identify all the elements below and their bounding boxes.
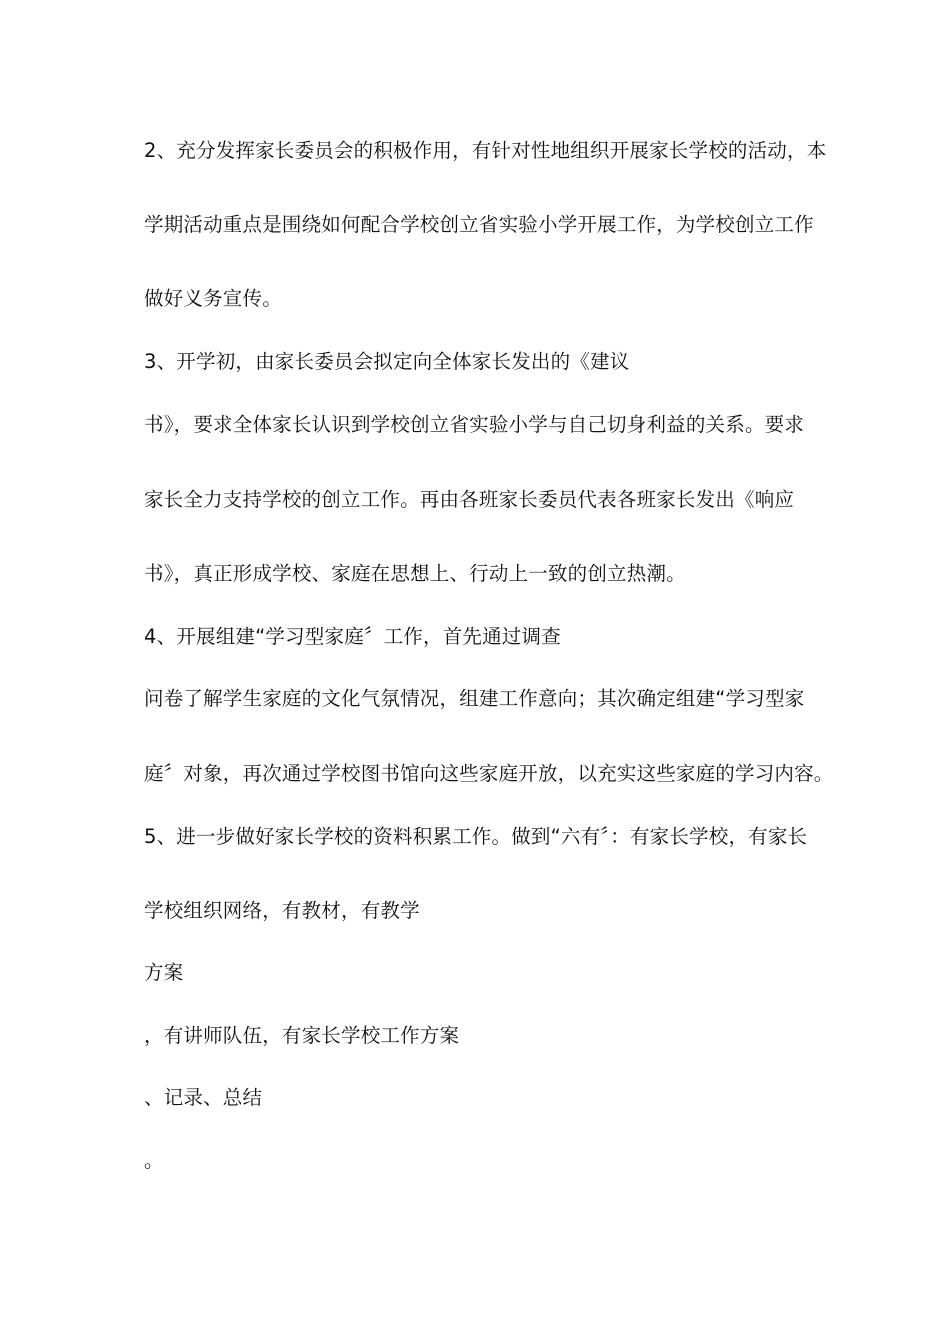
text-line: 4、开展组建“学习型家庭〞工作，首先通过调查 [144,625,561,648]
text-line: 家长全力支持学校的创立工作。再由各班家长委员代表各班家长发出《响应 [144,488,795,511]
text-line: ，有讲师队伍，有家长学校工作方案 [144,1024,460,1047]
text-line: 学期活动重点是围绕如何配合学校创立省实验小学开展工作，为学校创立工作 [144,213,814,236]
text-line: 书》，真正形成学校、家庭在思想上、行动上一致的创立热潮。 [144,562,686,585]
text-line: 做好义务宣传。 [144,287,282,310]
text-line: 5、进一步做好家长学校的资料积累工作。做到“六有〞：有家长学校，有家长 [144,825,808,848]
text-line: 庭〞对象，再次通过学校图书馆向这些家庭开放，以充实这些家庭的学习内容。 [144,762,834,785]
text-line: 方案 [144,961,184,984]
text-line: 2、充分发挥家长委员会的积极作用，有针对性地组织开展家长学校的活动，本 [144,139,827,162]
text-line: 3、开学初，由家长委员会拟定向全体家长发出的《建议 [144,350,630,373]
text-line: 、记录、总结 [144,1086,263,1109]
text-line: 学校组织网络，有教材，有教学 [144,899,420,922]
text-line: 书》，要求全体家长认识到学校创立省实验小学与自己切身利益的关系。要求 [144,413,805,436]
text-line: 。 [144,1149,164,1172]
text-line: 问卷了解学生家庭的文化气氛情况，组建工作意向；其次确定组建“学习型家 [144,687,805,710]
